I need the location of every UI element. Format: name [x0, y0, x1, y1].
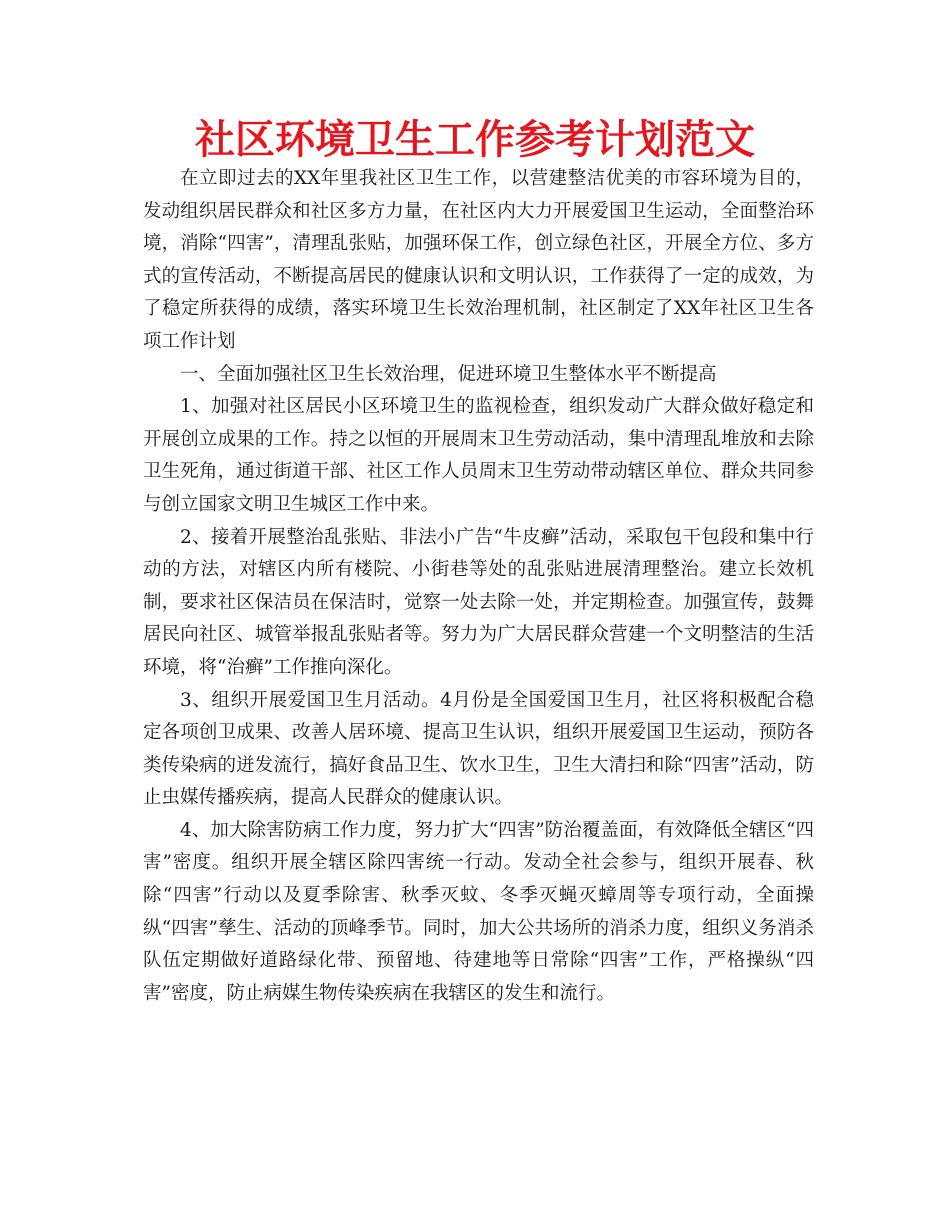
section-heading-1: 一、全面加强社区卫生长效治理，促进环境卫生整体水平不断提高: [180, 363, 717, 385]
document-body: [143, 163, 814, 1010]
item-paragraph-1: 1、加强对社区居民小区环境卫生的监视检查，组织发动广大群众做好稳定和开展创立成果的工作。持之以恒的开展周末卫生劳动活动，集中清理乱堆放和去除卫生死角，通过街道干部、社区工作人员周末卫生劳动带动辖区单位、群众共同参与创立国家文明卫生城区工作中来。: [143, 396, 814, 515]
item-paragraph-2: 2、接着开展整治乱张贴、非法小广告“牛皮癣”活动，采取包干包段和集中行动的方法，对辖区内所有楼院、小街巷等处的乱张贴进展清理整治。建立长效机制，要求社区保洁员在保洁时，觉察一处去除一处，并定期检查。加强宣传，鼓舞居民向社区、城管举报乱张贴者等。努力为广大居民群众营建一个文明整洁的生活环境，将“治癣”工作推向深化。: [143, 526, 814, 678]
document-title: 社区环境卫生工作参考计划范文: [195, 117, 755, 163]
intro-paragraph: 在立即过去的XX年里我社区卫生工作，以营建整洁优美的市容环境为目的，发动组织居民群众和社区多方力量，在社区内大力开展爱国卫生运动，全面整治环境，消除“四害”，清理乱张贴，加强环保工作，创立绿色社区，开展全方位、多方式的宣传活动，不断提高居民的健康认识和文明认识，工作获得了一定的成效，为了稳定所获得的成绩，落实环境卫生长效治理机制，社区制定了XX年社区卫生各项工作计划: [143, 168, 814, 352]
item-paragraph-3: 3、组织开展爱国卫生月活动。4月份是全国爱国卫生月，社区将积极配合稳定各项创卫成果、改善人居环境、提高卫生认识，组织开展爱国卫生运动，预防各类传染病的迸发流行，搞好食品卫生、饮水卫生，卫生大清扫和除“四害”活动，防止虫媒传播疾病，提高人民群众的健康认识。: [143, 689, 814, 809]
item-paragraph-4: 4、加大除害防病工作力度，努力扩大“四害”防治覆盖面，有效降低全辖区“四害”密度。组织开展全辖区除四害统一行动。发动全社会参与，组织开展春、秋除“四害”行动以及夏季除害、秋季灭蚊、冬季灭蝇灭蟑周等专项行动，全面操纵“四害”孳生、活动的顶峰季节。同时，加大公共场所的消杀力度，组织义务消杀队伍定期做好道路绿化带、预留地、待建地等日常除“四害”工作，严格操纵“四害”密度，防止病媒生物传染疾病在我辖区的发生和流行。: [143, 819, 814, 1004]
